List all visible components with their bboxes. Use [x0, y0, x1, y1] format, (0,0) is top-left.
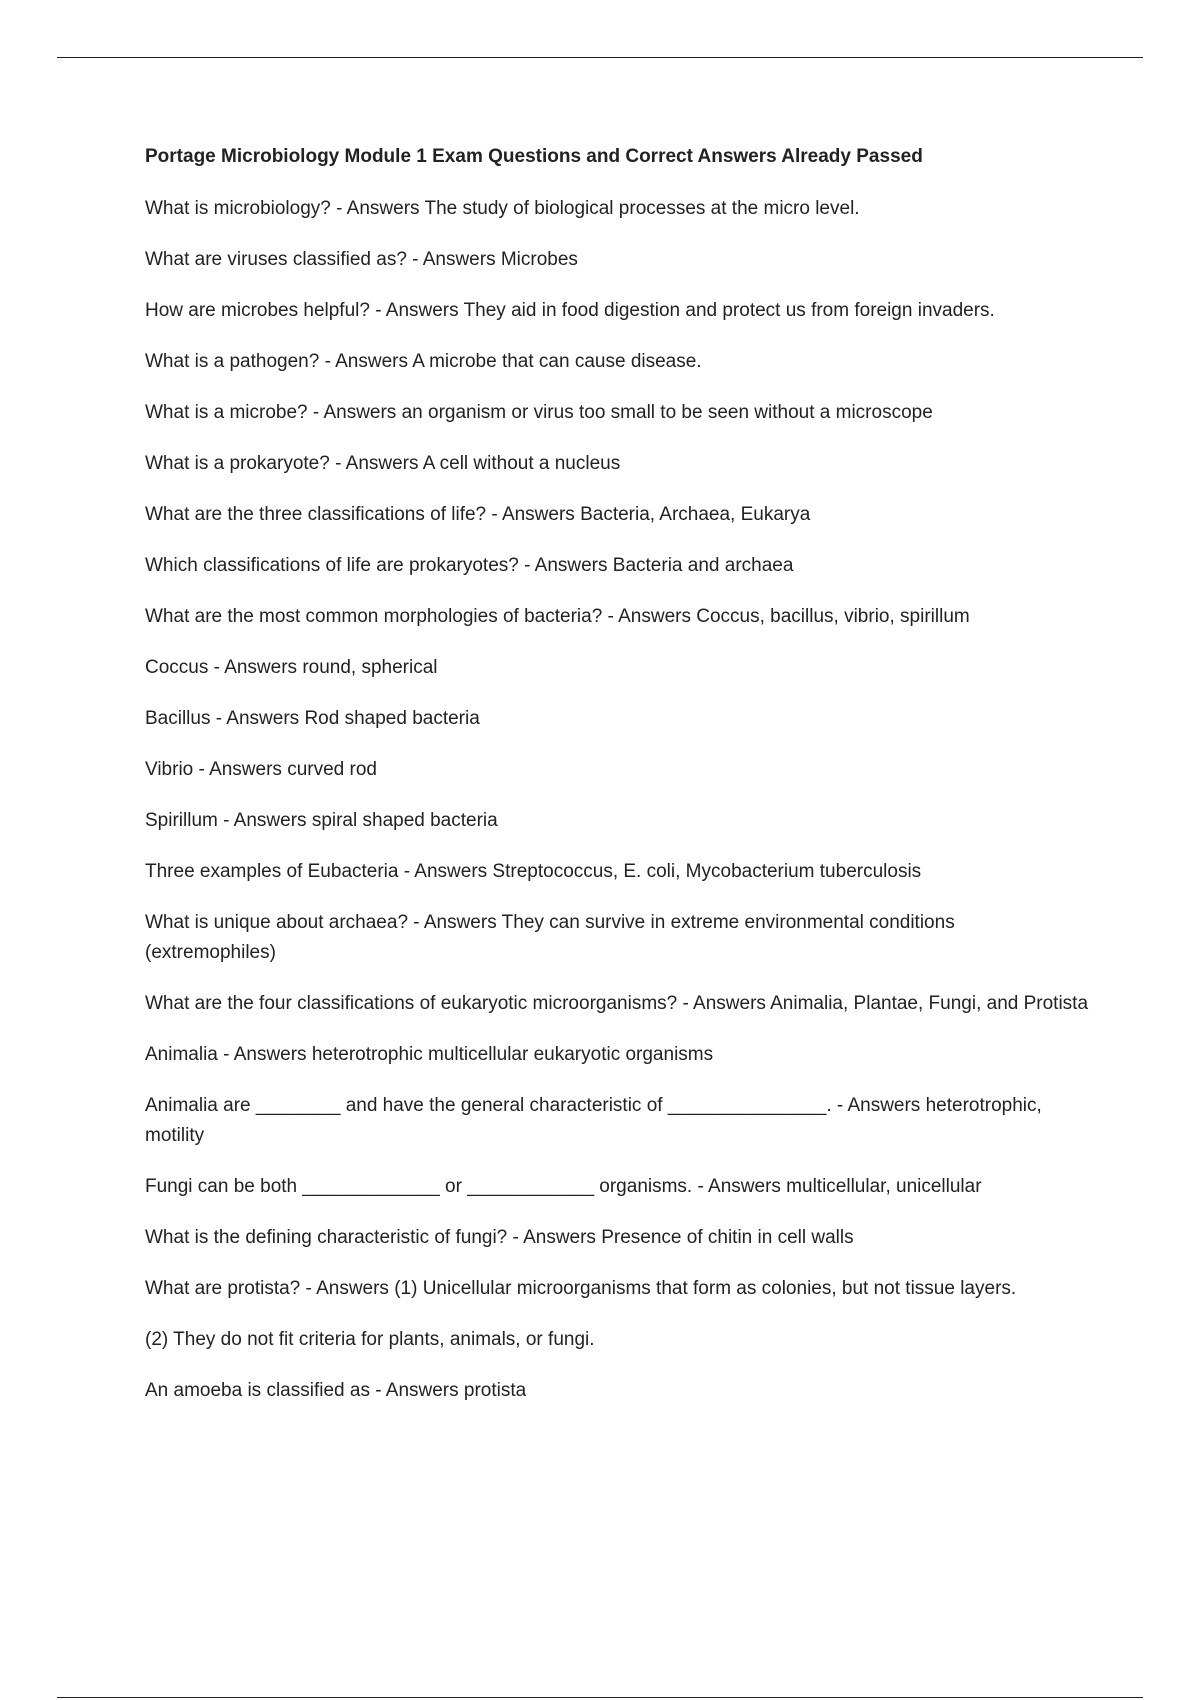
qa-entry-19: Fungi can be both _____________ or ____________ organisms. - Answers multicellular, unicellular — [145, 1176, 982, 1197]
qa-entry-5: What is a microbe? - Answers an organism or virus too small to be seen without a microscope — [145, 402, 933, 423]
document-title: Portage Microbiology Module 1 Exam Questions and Correct Answers Already Passed — [145, 146, 923, 167]
qa-list — [145, 194, 1090, 1406]
qa-entry-8: Which classifications of life are prokaryotes? - Answers Bacteria and archaea — [145, 555, 794, 576]
qa-entry-22: (2) They do not fit criteria for plants, animals, or fungi. — [145, 1329, 595, 1350]
qa-entry-14: Three examples of Eubacteria - Answers Streptococcus, E. coli, Mycobacterium tuberculosis — [145, 861, 922, 882]
qa-entry-7: What are the three classifications of life? - Answers Bacteria, Archaea, Eukarya — [145, 504, 811, 525]
qa-entry-16: What are the four classifications of eukaryotic microorganisms? - Answers Animalia, Plantae, Fungi, and Protista — [145, 993, 1089, 1014]
qa-entry-11: Bacillus - Answers Rod shaped bacteria — [145, 708, 480, 729]
document-body — [145, 142, 1090, 1427]
qa-entry-17: Animalia - Answers heterotrophic multicellular eukaryotic organisms — [145, 1044, 714, 1065]
qa-entry-6: What is a prokaryote? - Answers A cell without a nucleus — [145, 453, 621, 474]
qa-entry-13: Spirillum - Answers spiral shaped bacteria — [145, 810, 498, 831]
header-rule — [57, 57, 1143, 58]
qa-entry-18: Animalia are ________ and have the general characteristic of _______________. - Answers heterotrophic, motility — [145, 1095, 1042, 1146]
qa-entry-21: What are protista? - Answers (1) Unicellular microorganisms that form as colonies, but not tissue layers. — [145, 1278, 1017, 1299]
qa-entry-12: Vibrio - Answers curved rod — [145, 759, 377, 780]
qa-entry-1: What is microbiology? - Answers The study of biological processes at the micro level. — [145, 198, 860, 219]
qa-entry-2: What are viruses classified as? - Answers Microbes — [145, 249, 578, 270]
qa-entry-23: An amoeba is classified as - Answers protista — [145, 1380, 527, 1401]
qa-entry-10: Coccus - Answers round, spherical — [145, 657, 438, 678]
footer-rule — [57, 1697, 1143, 1698]
qa-entry-3: How are microbes helpful? - Answers They aid in food digestion and protect us from foreign invaders. — [145, 300, 995, 321]
qa-entry-20: What is the defining characteristic of fungi? - Answers Presence of chitin in cell walls — [145, 1227, 854, 1248]
qa-entry-4: What is a pathogen? - Answers A microbe that can cause disease. — [145, 351, 702, 372]
qa-entry-9: What are the most common morphologies of bacteria? - Answers Coccus, bacillus, vibrio, spirillum — [145, 606, 970, 627]
qa-entry-15: What is unique about archaea? - Answers They can survive in extreme environmental conditions (extremophiles) — [145, 912, 955, 963]
